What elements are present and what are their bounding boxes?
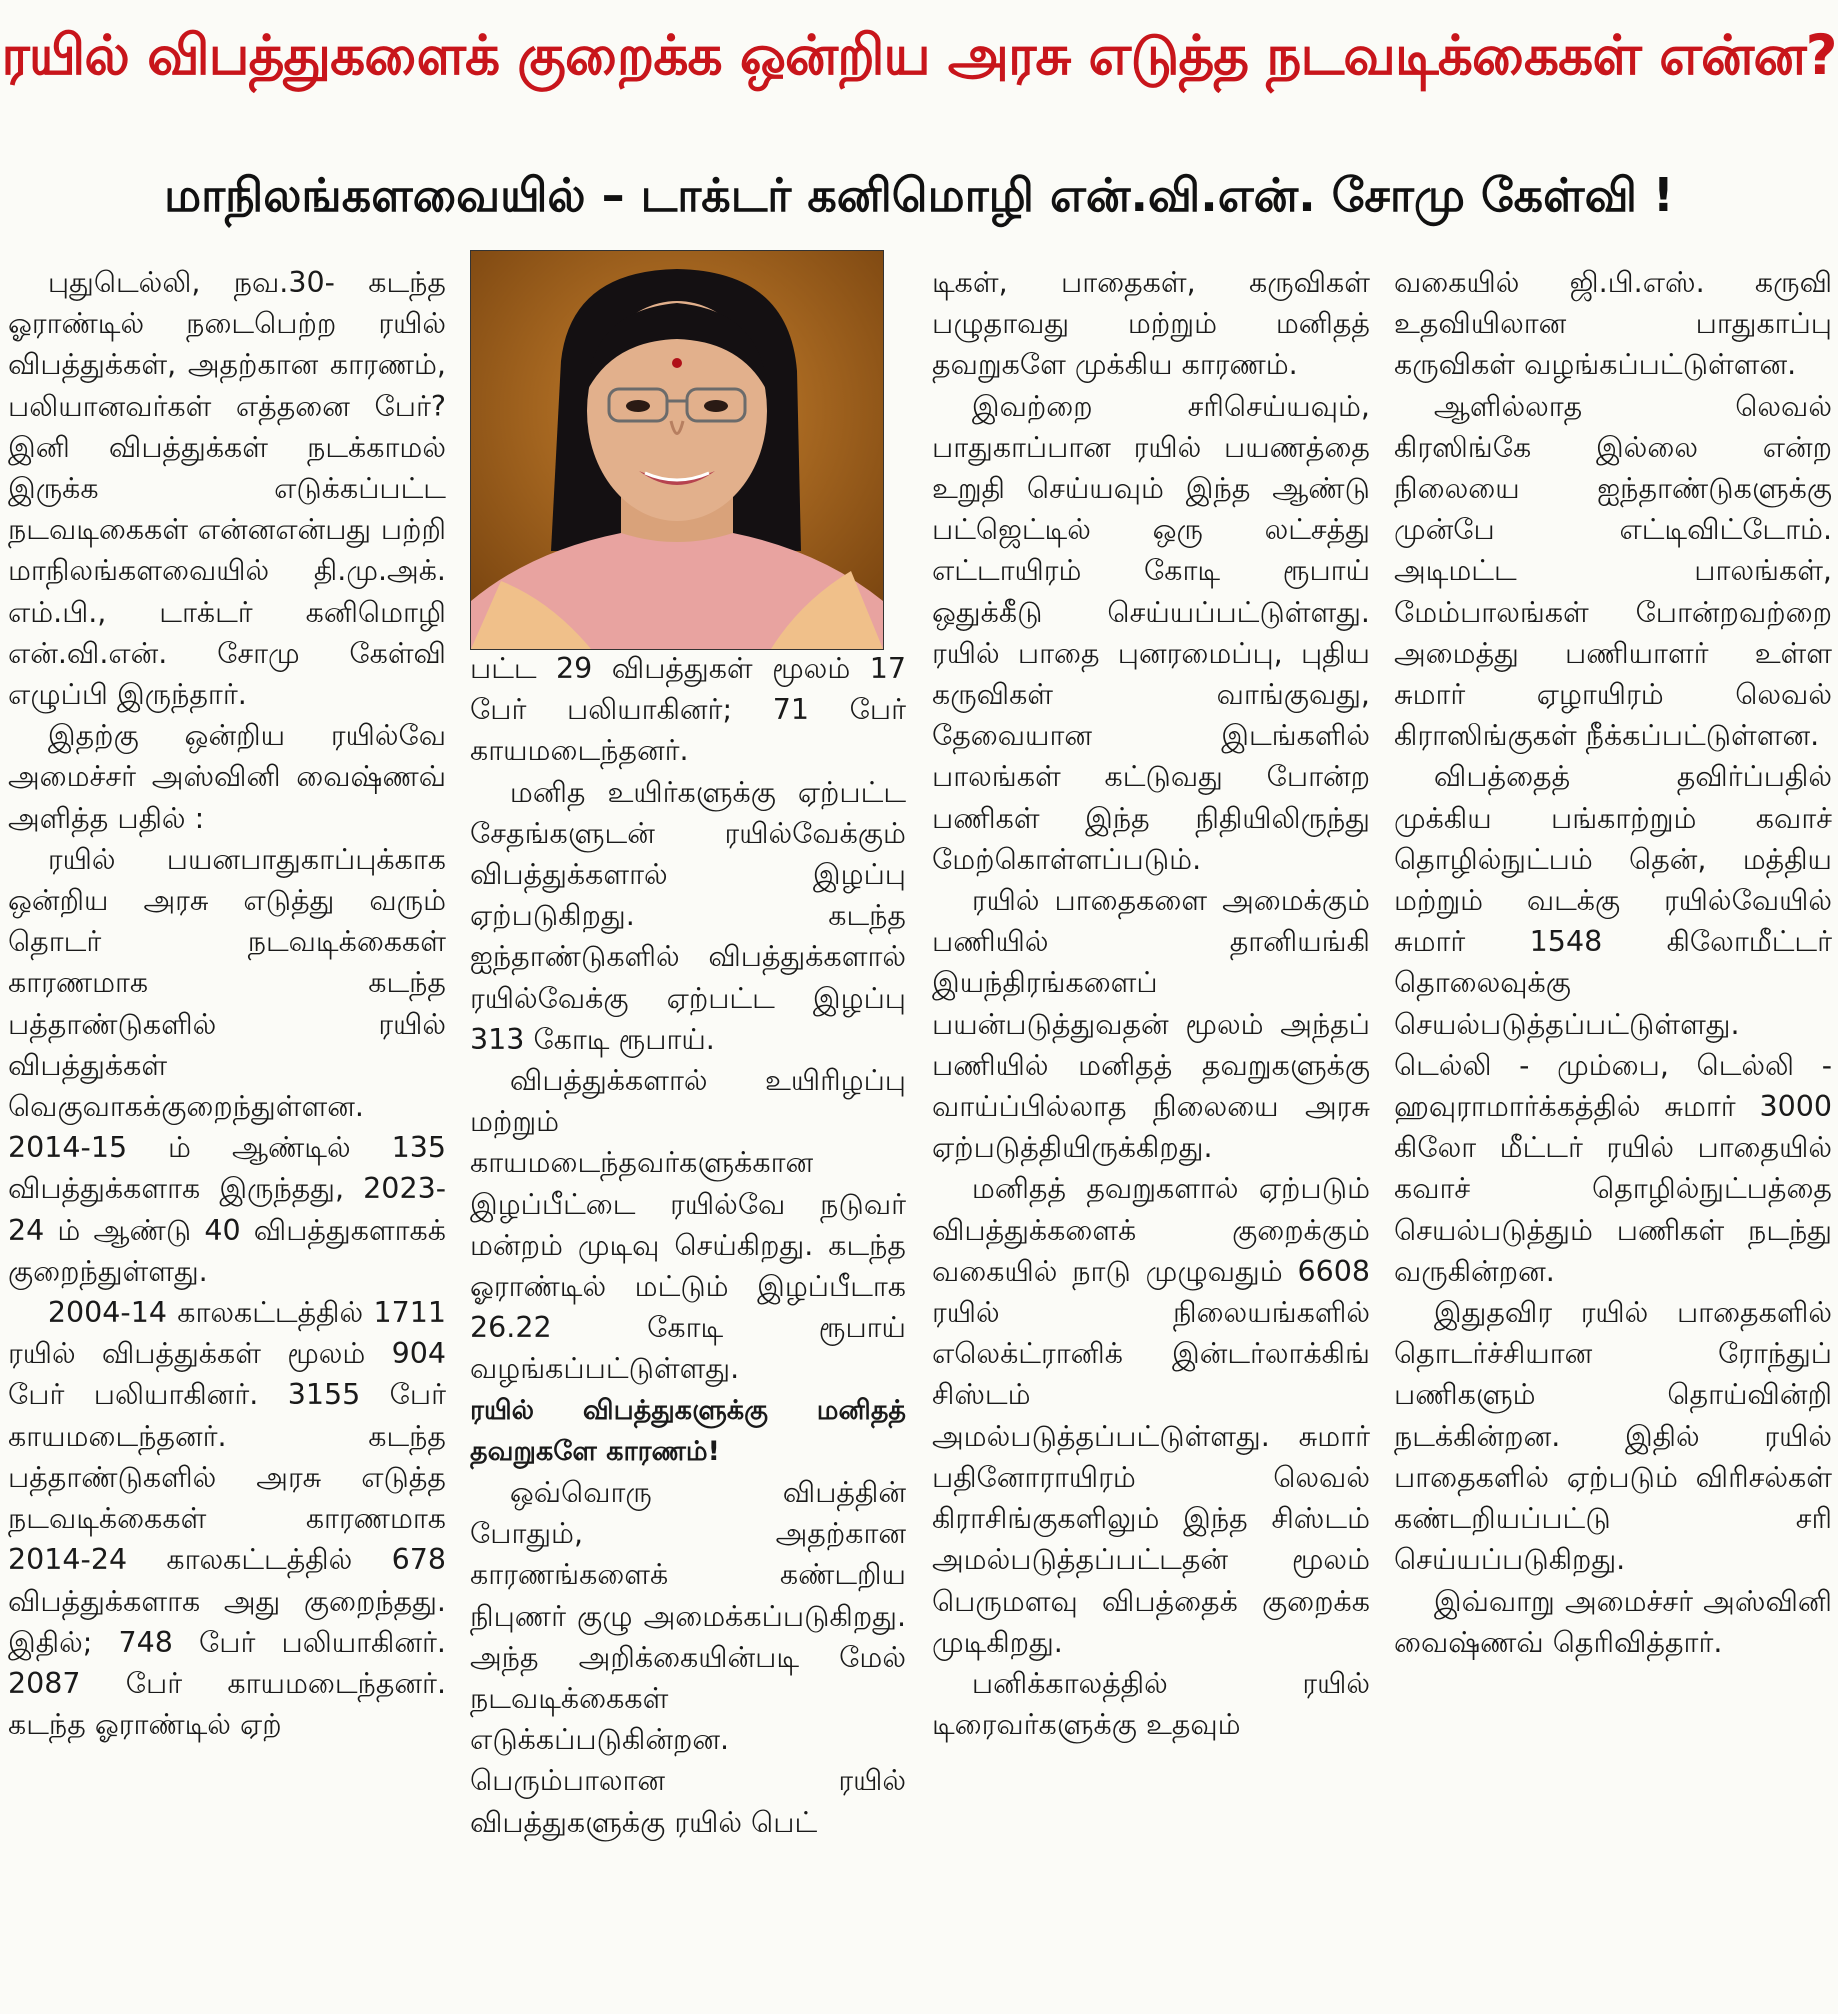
paragraph: இதுதவிர ரயில் பாதைகளில் தொடர்ச்சியான ரோந்துப் பணிகளும் தொய்வின்றி நடக்கின்றன. இதில் ரயில் பாதைகளில் ஏற்படும் விரிசல்கள் கண்டறியப்பட்டு சரி செய்யப்படுகிறது. bbox=[1394, 1296, 1832, 1577]
article-column-2 bbox=[470, 648, 906, 2014]
paragraph: டிகள், பாதைகள், கருவிகள் பழுதாவது மற்றும் மனிதத் தவறுகளே முக்கிய காரணம். bbox=[932, 266, 1370, 382]
article-column-3 bbox=[932, 262, 1370, 2014]
paragraph: ஆளில்லாத லெவல் கிரஸிங்கே இல்லை என்ற நிலையை ஐந்தாண்டுகளுக்கு முன்பே எட்டிவிட்டோம். அடிமட்ட பாலங்கள், மேம்பாலங்கள் போன்றவற்றை அமைத்து பணியாளர் உள்ள சுமார் ஏழாயிரம் லெவல் கிராஸிங்குகள் நீக்கப்பட்டுள்ளன. bbox=[1394, 389, 1832, 753]
article-column-1 bbox=[8, 262, 446, 2014]
paragraph: ரயில் பயனபாதுகாப்புக்காக ஒன்றிய அரசு எடுத்து வரும் தொடர் நடவடிக்கைகள் காரணமாக கடந்த பத்தாண்டுகளில் ரயில் விபத்துக்கள் வெகுவாகக்குறைந்துள்ளன. 2014-15 ம் ஆண்டில் 135 விபத்துக்களாக இருந்தது, 2023-24 ம் ஆண்டு 40 விபத்துகளாகக் குறைந்துள்ளது. bbox=[8, 842, 446, 1288]
subheadline: மாநிலங்களவையில் – டாக்டர் கனிமொழி என்.வி.என். சோமு கேள்வி ! bbox=[164, 167, 1674, 222]
portrait-image bbox=[471, 251, 883, 649]
headline: ரயில் விபத்துகளைக் குறைக்க ஒன்றிய அரசு எடுத்த நடவடிக்கைகள் என்ன? bbox=[1, 23, 1837, 87]
paragraph: ஒவ்வொரு விபத்தின் போதும், அதற்கான காரணங்களைக் கண்டறிய நிபுணர் குழு அமைக்கப்படுகிறது. அந்த அறிக்கையின்படி மேல் நடவடிக்கைகள் எடுக்கப்படுகின்றன. பெரும்பாலான ரயில் விபத்துகளுக்கு ரயில் பெட் bbox=[470, 1476, 906, 1839]
paragraph: புதுடெல்லி, நவ.30- கடந்த ஓராண்டில் நடைபெற்ற ரயில் விபத்துக்கள், அதற்கான காரணம், பலியானவர்கள் எத்தனை பேர்? இனி விபத்துக்கள் நடக்காமல் இருக்க எடுக்கப்பட்ட நடவடிகைகள் என்னஎன்பது பற்றி மாநிலங்களவையில் தி.மு.அக். எம்.பி., டாக்டர் கனிமொழி என்.வி.என். சோமு கேள்வி எழுப்பி இருந்தார். bbox=[8, 266, 446, 712]
paragraph: மனிதத் தவறுகளால் ஏற்படும் விபத்துக்களைக் குறைக்கும் வகையில் நாடு முழுவதும் 6608 ரயில் நிலையங்களில் எலெக்ட்ரானிக் இன்டர்லாக்கிங் சிஸ்டம் அமல்படுத்தப்பட்டுள்ளது. சுமார் பதினோராயிரம் லெவல் கிராசிங்குகளிலும் இந்த சிஸ்டம் அமல்படுத்தப்பட்டதன் மூலம் பெருமளவு விபத்தைக் குறைக்க முடிகிறது. bbox=[932, 1172, 1370, 1659]
paragraph: மனித உயிர்களுக்கு ஏற்பட்ட சேதங்களுடன் ரயில்வேக்கும் விபத்துக்களால் இழப்பு ஏற்படுகிறது. கடந்த ஐந்தாண்டுகளில் விபத்துக்களால் ரயில்வேக்கு ஏற்பட்ட இழப்பு 313 கோடி ரூபாய். bbox=[470, 775, 906, 1056]
paragraph: இவற்றை சரிசெய்யவும், பாதுகாப்பான ரயில் பயணத்தை உறுதி செய்யவும் இந்த ஆண்டு பட்ஜெட்டில் ஒரு லட்சத்து எட்டாயிரம் கோடி ரூபாய் ஒதுக்கீடு செய்யப்பட்டுள்ளது. ரயில் பாதை புனரமைப்பு, புதிய கருவிகள் வாங்குவது, தேவையான இடங்களில் பாலங்கள் கட்டுவது போன்ற பணிகள் இந்த நிதியிலிருந்து மேற்கொள்ளப்படும். bbox=[932, 389, 1370, 876]
paragraph: ரயில் பாதைகளை அமைக்கும் பணியில் தானியங்கி இயந்திரங்களைப் பயன்படுத்துவதன் மூலம் அந்தப் பணியில் மனிதத் தவறுகளுக்கு வாய்ப்பில்லாத நிலையை அரசு ஏற்படுத்தியிருக்கிறது. bbox=[932, 884, 1370, 1165]
portrait-photo bbox=[470, 250, 884, 650]
paragraph: இதற்கு ஒன்றிய ரயில்வே அமைச்சர் அஸ்வினி வைஷ்ணவ் அளித்த பதில் : bbox=[8, 719, 446, 835]
paragraph: 2004-14 காலகட்டத்தில் 1711 ரயில் விபத்துக்கள் மூலம் 904 பேர் பலியாகினர். 3155 பேர் காயமடைந்தனர். கடந்த பத்தாண்டுகளில் அரசு எடுத்த நடவடிக்கைகள் காரணமாக 2014-24 காலகட்டத்தில் 678 விபத்துக்களாக அது குறைந்தது. இதில்; 748 பேர் பலியாகினர். 2087 பேர் காயமடைந்தனர். கடந்த ஓராண்டில் ஏற் bbox=[8, 1296, 446, 1742]
paragraph: பனிக்காலத்தில் ரயில் டிரைவர்களுக்கு உதவும் bbox=[932, 1666, 1370, 1742]
paragraph: விபத்தைத் தவிர்ப்பதில் முக்கிய பங்காற்றும் கவாச் தொழில்நுட்பம் தென், மத்திய மற்றும் வடக்கு ரயில்வேயில் சுமார் 1548 கிலோமீட்டர் தொலைவுக்கு செயல்படுத்தப்பட்டுள்ளது. டெல்லி - மும்பை, டெல்லி - ஹவுராமார்க்கத்தில் சுமார் 3000 கிலோ மீட்டர் ரயில் பாதையில் கவாச் தொழில்நுட்பத்தை செயல்படுத்தும் பணிகள் நடந்து வருகின்றன. bbox=[1394, 760, 1832, 1288]
section-subheading: ரயில் விபத்துகளுக்கு மனிதத் தவறுகளே காரணம்! bbox=[470, 1394, 906, 1467]
paragraph: வகையில் ஜி.பி.எஸ். கருவி உதவியிலான பாதுகாப்பு கருவிகள் வழங்கப்பட்டுள்ளன. bbox=[1394, 266, 1832, 382]
paragraph: விபத்துக்களால் உயிரிழப்பு மற்றும் காயமடைந்தவர்களுக்கான இழப்பீட்டை ரயில்வே நடுவர் மன்றம் முடிவு செய்கிறது. கடந்த ஓராண்டில் மட்டும் இழப்பீடாக 26.22 கோடி ரூபாய் வழங்கப்பட்டுள்ளது. bbox=[470, 1064, 906, 1386]
article-column-4 bbox=[1394, 262, 1832, 2014]
paragraph: பட்ட 29 விபத்துகள் மூலம் 17 பேர் பலியாகினர்; 71 பேர் காயமடைந்தனர். bbox=[470, 652, 906, 768]
paragraph: இவ்வாறு அமைச்சர் அஸ்வினி வைஷ்ணவ் தெரிவித்தார். bbox=[1394, 1584, 1832, 1659]
